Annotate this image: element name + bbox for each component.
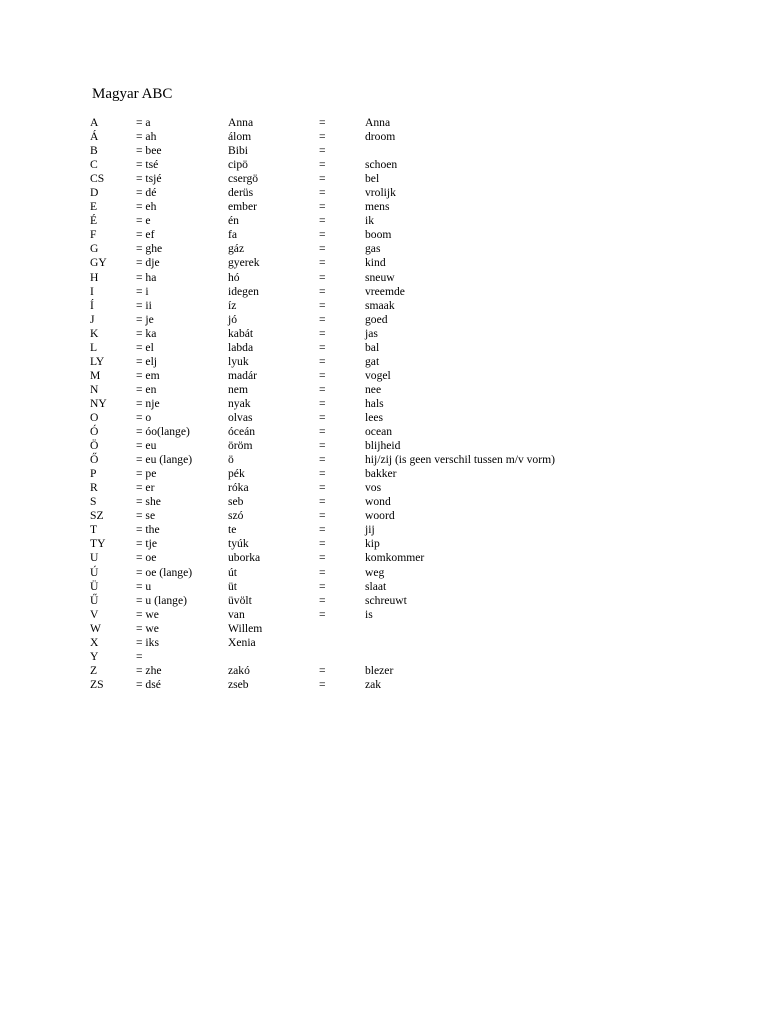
pronunciation-cell: = dé	[136, 186, 157, 200]
example-word-cell: óceán	[228, 425, 256, 439]
equals-sign-cell: =	[319, 214, 326, 228]
example-word-cell: lyuk	[228, 354, 249, 368]
example-word-cell: idegen	[228, 284, 259, 298]
translation-cell: weg	[365, 565, 385, 579]
table-row	[0, 214, 768, 228]
translation-cell: goed	[365, 312, 388, 326]
translation-cell: smaak	[365, 298, 395, 312]
pronunciation-cell: = ka	[136, 326, 157, 340]
translation-cell: ik	[365, 214, 375, 228]
letter-cell: ZS	[90, 677, 104, 691]
equals-sign-cell: =	[319, 256, 326, 270]
translation-cell: nee	[365, 382, 382, 396]
equals-sign-cell: =	[319, 396, 326, 410]
table-row	[0, 383, 768, 397]
letter-cell: G	[90, 242, 99, 256]
example-word-cell: én	[228, 214, 239, 228]
table-row	[0, 580, 768, 594]
equals-sign-cell: =	[319, 228, 326, 242]
table-row	[0, 566, 768, 580]
equals-sign-cell: =	[319, 453, 326, 467]
table-row	[0, 453, 768, 467]
letter-cell: N	[90, 382, 99, 396]
translation-cell: gas	[365, 242, 381, 256]
translation-cell: Anna	[365, 116, 391, 129]
example-word-cell: van	[228, 607, 245, 621]
equals-sign-cell: =	[319, 186, 326, 200]
letter-cell: U	[90, 551, 99, 565]
pronunciation-cell: = a	[136, 116, 151, 129]
letter-cell: Z	[90, 663, 98, 677]
table-row	[0, 228, 768, 242]
table-row	[0, 130, 768, 144]
equals-sign-cell: =	[319, 677, 326, 691]
table-row	[0, 664, 768, 678]
translation-cell: woord	[365, 509, 395, 523]
letter-cell: GY	[90, 256, 107, 270]
example-word-cell: öröm	[228, 439, 253, 453]
letter-cell: Ú	[90, 565, 99, 579]
equals-sign-cell: =	[319, 242, 326, 256]
equals-sign-cell: =	[319, 172, 326, 186]
letter-cell: E	[90, 200, 98, 214]
pronunciation-cell: = em	[136, 368, 160, 382]
pronunciation-cell: = zhe	[136, 663, 162, 677]
letter-cell: LY	[90, 354, 105, 368]
pronunciation-cell: = ha	[136, 270, 157, 284]
pronunciation-cell: = e	[136, 214, 151, 228]
example-word-cell: seb	[228, 495, 244, 509]
example-word-cell: madár	[228, 368, 257, 382]
pronunciation-cell: = dsé	[136, 677, 161, 691]
letter-cell: K	[90, 326, 99, 340]
letter-cell: CS	[90, 172, 105, 186]
table-row	[0, 242, 768, 256]
letter-cell: L	[90, 340, 98, 354]
letter-cell: Á	[90, 130, 99, 144]
table-row	[0, 551, 768, 565]
translation-cell: is	[365, 607, 373, 621]
example-word-cell: te	[228, 523, 237, 537]
pronunciation-cell: = ef	[136, 228, 155, 242]
translation-cell: kind	[365, 256, 386, 270]
example-word-cell: Willem	[228, 621, 263, 635]
letter-cell: Ü	[90, 579, 99, 593]
equals-sign-cell: =	[319, 298, 326, 312]
translation-cell: hij/zij (is geen verschil tussen m/v vorm)	[365, 453, 555, 467]
table-row	[0, 650, 768, 664]
table-row	[0, 678, 768, 692]
example-word-cell: üvölt	[228, 593, 252, 607]
example-word-cell: nem	[228, 382, 248, 396]
equals-sign-cell: =	[319, 312, 326, 326]
pronunciation-cell: = ghe	[136, 242, 163, 256]
letter-cell: M	[90, 368, 101, 382]
letter-cell: SZ	[90, 509, 104, 523]
table-row	[0, 636, 768, 650]
equals-sign-cell: =	[319, 481, 326, 495]
letter-cell: É	[90, 214, 98, 228]
pronunciation-cell: = o	[136, 410, 152, 424]
table-row	[0, 537, 768, 551]
letter-cell: T	[90, 523, 98, 537]
pronunciation-cell: = eu (lange)	[136, 453, 193, 467]
letter-cell: I	[90, 284, 94, 298]
table-row	[0, 172, 768, 186]
table-row	[0, 622, 768, 636]
table-row	[0, 327, 768, 341]
example-word-cell: út	[228, 565, 238, 579]
letter-cell: NY	[90, 396, 107, 410]
example-word-cell: zseb	[228, 677, 249, 691]
letter-cell: F	[90, 228, 97, 242]
letter-cell: X	[90, 635, 99, 649]
pronunciation-cell: = el	[136, 340, 154, 354]
pronunciation-cell: = u (lange)	[136, 593, 187, 607]
equals-sign-cell: =	[319, 116, 326, 129]
pronunciation-cell: = the	[136, 523, 160, 537]
letter-cell: B	[90, 144, 98, 158]
letter-cell: S	[90, 495, 97, 509]
equals-sign-cell: =	[319, 340, 326, 354]
pronunciation-cell: = oe (lange)	[136, 565, 193, 579]
letter-cell: V	[90, 607, 99, 621]
example-word-cell: labda	[228, 340, 254, 354]
equals-sign-cell: =	[319, 144, 326, 158]
equals-sign-cell: =	[319, 326, 326, 340]
equals-sign-cell: =	[319, 495, 326, 509]
pronunciation-cell: = iks	[136, 635, 159, 649]
example-word-cell: derüs	[228, 186, 254, 200]
translation-cell: wond	[365, 495, 391, 509]
letter-cell: P	[90, 467, 97, 481]
example-word-cell: ö	[228, 453, 234, 467]
pronunciation-cell: = óo(lange)	[136, 425, 190, 439]
table-row	[0, 439, 768, 453]
translation-cell: kip	[365, 537, 380, 551]
pronunciation-cell: = nje	[136, 396, 160, 410]
example-word-cell: olvas	[228, 410, 253, 424]
translation-cell: vos	[365, 481, 382, 495]
letter-cell: Ő	[90, 453, 99, 467]
example-word-cell: gáz	[228, 242, 245, 256]
letter-cell: R	[90, 481, 98, 495]
table-row	[0, 495, 768, 509]
example-word-cell: csergö	[228, 172, 259, 186]
equals-sign-cell: =	[319, 663, 326, 677]
translation-cell: bel	[365, 172, 380, 186]
example-word-cell: szó	[228, 509, 244, 523]
table-row	[0, 523, 768, 537]
equals-sign-cell: =	[319, 425, 326, 439]
pronunciation-cell: =	[136, 649, 143, 663]
example-word-cell: jó	[228, 312, 238, 326]
equals-sign-cell: =	[319, 354, 326, 368]
table-row	[0, 467, 768, 481]
table-row	[0, 411, 768, 425]
translation-cell: vreemde	[365, 284, 405, 298]
pronunciation-cell: = elj	[136, 354, 158, 368]
equals-sign-cell: =	[319, 382, 326, 396]
translation-cell: sneuw	[365, 270, 395, 284]
table-row	[0, 256, 768, 270]
table-row	[0, 144, 768, 158]
pronunciation-cell: = oe	[136, 551, 157, 565]
equals-sign-cell: =	[319, 537, 326, 551]
letter-cell: Ű	[90, 593, 99, 607]
pronunciation-cell: = we	[136, 607, 159, 621]
letter-cell: Í	[90, 298, 94, 312]
equals-sign-cell: =	[319, 523, 326, 537]
letter-cell: Ö	[90, 439, 99, 453]
table-row	[0, 397, 768, 411]
example-word-cell: tyúk	[228, 537, 249, 551]
equals-sign-cell: =	[319, 270, 326, 284]
pronunciation-cell: = en	[136, 382, 157, 396]
table-row	[0, 271, 768, 285]
equals-sign-cell: =	[319, 439, 326, 453]
equals-sign-cell: =	[319, 284, 326, 298]
translation-cell: jij	[365, 523, 375, 537]
table-row	[0, 341, 768, 355]
translation-cell: blijheid	[365, 439, 401, 453]
pronunciation-cell: = eu	[136, 439, 157, 453]
pronunciation-cell: = se	[136, 509, 156, 523]
letter-cell: TY	[90, 537, 106, 551]
example-word-cell: uborka	[228, 551, 261, 565]
equals-sign-cell: =	[319, 158, 326, 172]
translation-cell: jas	[365, 326, 378, 340]
pronunciation-cell: = ah	[136, 130, 157, 144]
translation-cell: komkommer	[365, 551, 425, 565]
example-word-cell: Bibi	[228, 144, 248, 158]
example-word-cell: zakó	[228, 663, 250, 677]
example-word-cell: ember	[228, 200, 257, 214]
translation-cell: slaat	[365, 579, 387, 593]
equals-sign-cell: =	[319, 200, 326, 214]
translation-cell: schoen	[365, 158, 398, 172]
page-title: Magyar ABC	[92, 86, 173, 102]
letter-cell: A	[90, 116, 99, 129]
example-word-cell: fa	[228, 228, 238, 242]
equals-sign-cell: =	[319, 368, 326, 382]
example-word-cell: íz	[228, 298, 237, 312]
equals-sign-cell: =	[319, 410, 326, 424]
translation-cell: vogel	[365, 368, 391, 382]
pronunciation-cell: = i	[136, 284, 149, 298]
table-row	[0, 481, 768, 495]
pronunciation-cell: = tsjé	[136, 172, 162, 186]
letter-cell: Y	[90, 649, 99, 663]
pronunciation-cell: = ii	[136, 298, 152, 312]
equals-sign-cell: =	[319, 579, 326, 593]
translation-cell: droom	[365, 130, 396, 144]
table-row	[0, 594, 768, 608]
example-word-cell: üt	[228, 579, 238, 593]
table-row	[0, 186, 768, 200]
equals-sign-cell: =	[319, 607, 326, 621]
pronunciation-cell: = she	[136, 495, 161, 509]
letter-cell: J	[90, 312, 95, 326]
equals-sign-cell: =	[319, 130, 326, 144]
translation-cell: blezer	[365, 663, 394, 677]
table-row	[0, 425, 768, 439]
table-row	[0, 158, 768, 172]
alphabet-table	[0, 116, 768, 692]
table-row	[0, 116, 768, 130]
table-row	[0, 200, 768, 214]
example-word-cell: álom	[228, 130, 252, 144]
letter-cell: Ó	[90, 425, 99, 439]
example-word-cell: róka	[228, 481, 249, 495]
translation-cell: boom	[365, 228, 392, 242]
translation-cell: zak	[365, 677, 382, 691]
table-row	[0, 299, 768, 313]
equals-sign-cell: =	[319, 551, 326, 565]
translation-cell: vrolijk	[365, 186, 396, 200]
table-row	[0, 608, 768, 622]
example-word-cell: Anna	[228, 116, 254, 129]
pronunciation-cell: = dje	[136, 256, 160, 270]
translation-cell: bal	[365, 340, 380, 354]
translation-cell: bakker	[365, 467, 397, 481]
example-word-cell: Xenia	[228, 635, 256, 649]
pronunciation-cell: = tsé	[136, 158, 159, 172]
pronunciation-cell: = eh	[136, 200, 157, 214]
table-row	[0, 509, 768, 523]
equals-sign-cell: =	[319, 593, 326, 607]
translation-cell: lees	[365, 410, 384, 424]
table-row	[0, 285, 768, 299]
pronunciation-cell: = je	[136, 312, 154, 326]
equals-sign-cell: =	[319, 467, 326, 481]
pronunciation-cell: = we	[136, 621, 159, 635]
translation-cell: mens	[365, 200, 390, 214]
translation-cell: gat	[365, 354, 380, 368]
letter-cell: C	[90, 158, 98, 172]
letter-cell: O	[90, 410, 99, 424]
letter-cell: D	[90, 186, 99, 200]
example-word-cell: cipö	[228, 158, 248, 172]
letter-cell: H	[90, 270, 99, 284]
pronunciation-cell: = er	[136, 481, 155, 495]
equals-sign-cell: =	[319, 509, 326, 523]
pronunciation-cell: = tje	[136, 537, 158, 551]
table-row	[0, 313, 768, 327]
example-word-cell: gyerek	[228, 256, 260, 270]
equals-sign-cell: =	[319, 565, 326, 579]
example-word-cell: pék	[228, 467, 245, 481]
translation-cell: schreuwt	[365, 593, 407, 607]
pronunciation-cell: = pe	[136, 467, 157, 481]
table-row	[0, 355, 768, 369]
example-word-cell: kabát	[228, 326, 254, 340]
translation-cell: ocean	[365, 425, 393, 439]
letter-cell: W	[90, 621, 101, 635]
example-word-cell: hó	[228, 270, 240, 284]
table-row	[0, 369, 768, 383]
pronunciation-cell: = u	[136, 579, 152, 593]
example-word-cell: nyak	[228, 396, 251, 410]
pronunciation-cell: = bee	[136, 144, 162, 158]
translation-cell: hals	[365, 396, 384, 410]
